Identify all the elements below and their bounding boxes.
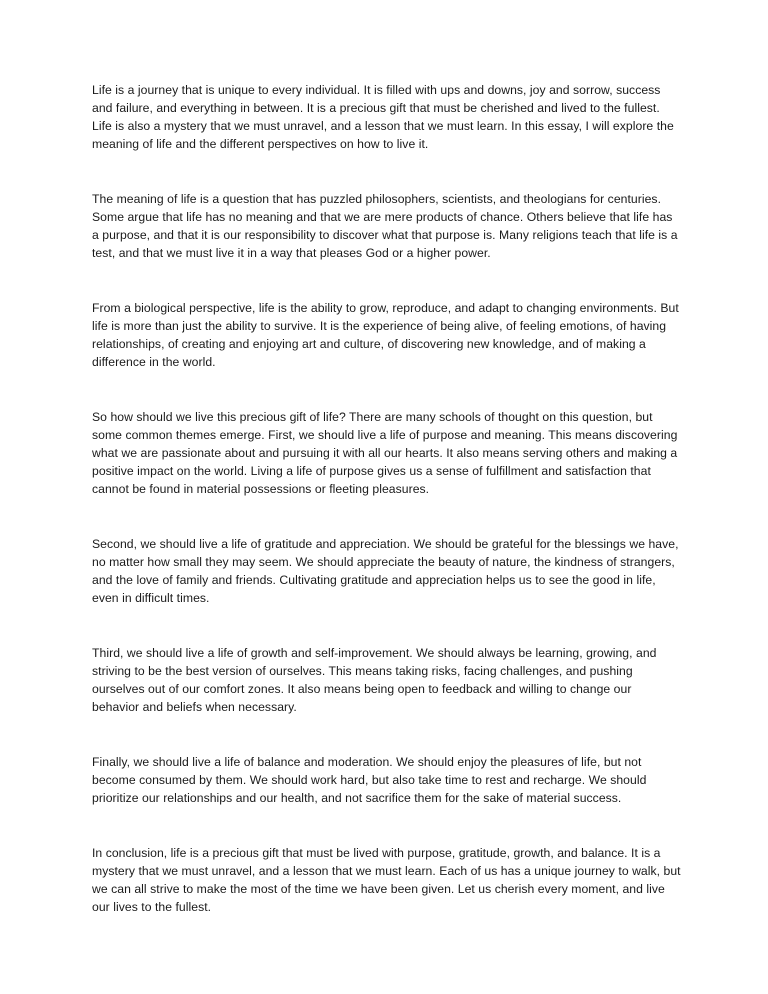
paragraph-introduction: Life is a journey that is unique to every individual. It is filled with ups and downs, joy and sorrow, success and failure, and everything in between. It is a precious gift that must be cherished and lived to the fullest. Life is also a mystery that we must unravel, and a lesson that we must learn. In this essay, I will explore the meaning of life and the different perspectives on how to live it.: [92, 83, 674, 151]
paragraph-purpose: So how should we live this precious gift of life? There are many schools of thought on this question, but some common themes emerge. First, we should live a life of purpose and meaning. This means discovering what we are passionate about and pursuing it with all our hearts. It also means serving others and making a positive impact on the world. Living a life of purpose gives us a sense of fulfillment and satisfaction that cannot be found in material possessions or fleeting pleasures.: [92, 410, 678, 496]
paragraph-biological-perspective: From a biological perspective, life is the ability to grow, reproduce, and adapt to changing environments. But life is more than just the ability to survive. It is the experience of being alive, of feeling emotions, of having relationships, of creating and enjoying art and culture, of discovering new knowledge, and of making a difference in the world.: [92, 301, 679, 369]
paragraph-growth: Third, we should live a life of growth and self-improvement. We should always be learning, growing, and striving to be the best version of ourselves. This means taking risks, facing challenges, and pushing ourselves out of our comfort zones. It also means being open to feedback and willing to change our behavior and beliefs when necessary.: [92, 646, 657, 714]
paragraph-meaning-of-life: The meaning of life is a question that has puzzled philosophers, scientists, and theologians for centuries. Some argue that life has no meaning and that we are mere products of chance. Others believe that life has a purpose, and that it is our responsibility to discover what that purpose is. Many religions teach that life is a test, and that we must live it in a way that pleases God or a higher power.: [92, 192, 678, 260]
essay-body: [92, 81, 682, 953]
paragraph-gratitude: Second, we should live a life of gratitude and appreciation. We should be grateful for the blessings we have, no matter how small they may seem. We should appreciate the beauty of nature, the kindness of strangers, and the love of family and friends. Cultivating gratitude and appreciation helps us to see the good in life, even in difficult times.: [92, 537, 679, 605]
paragraph-conclusion: In conclusion, life is a precious gift that must be lived with purpose, gratitude, growth, and balance. It is a mystery that we must unravel, and a lesson that we must learn. Each of us has a unique journey to walk, but we can all strive to make the most of the time we have been given. Let us cherish every moment, and live our lives to the fullest.: [92, 846, 681, 914]
paragraph-balance: Finally, we should live a life of balance and moderation. We should enjoy the pleasures of life, but not become consumed by them. We should work hard, but also take time to rest and recharge. We should prioritize our relationships and our health, and not sacrifice them for the sake of material success.: [92, 755, 647, 805]
